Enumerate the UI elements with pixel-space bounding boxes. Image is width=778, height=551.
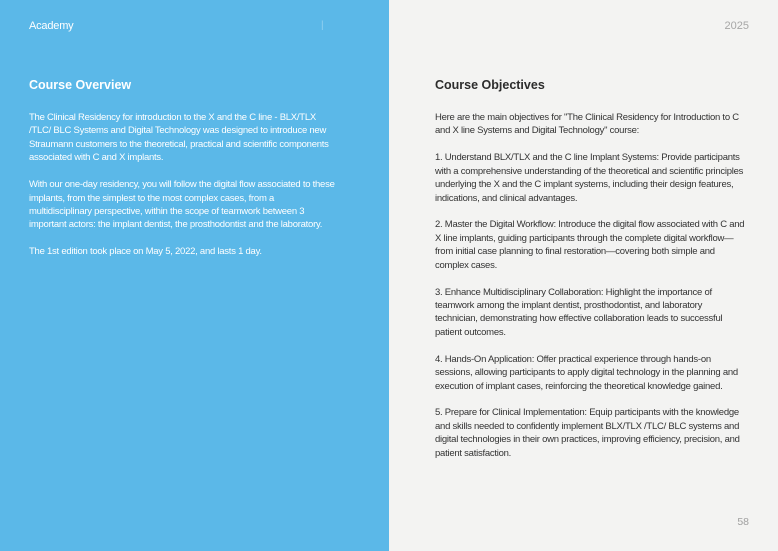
objective-item-1: 1. Understand BLX/TLX and the C line Implant Systems: Provide participants with a comprehensive understanding of the theoretical and scientific principles underlying the X and the C implant systems, including their design features, indications, and clinical advantages.: [435, 152, 744, 204]
objectives-intro: Here are the main objectives for "The Clinical Residency for Introduction to C and X line Systems and Digital Technology" course:: [435, 112, 739, 137]
course-overview-title: Course Overview: [29, 78, 132, 92]
page-number: 58: [737, 516, 749, 528]
header-academy-label: Academy: [29, 20, 74, 32]
overview-paragraph-2: With our one-day residency, you will follow the digital flow associated to these implants, from the simplest to the most complex cases, from a multidisciplinary perspective, within the scope of teamwork between 3 important actors: the implant dentist, the prosthodontist and the laboratory.: [29, 179, 335, 231]
course-overview-section: [29, 77, 337, 272]
overview-paragraph-1: The Clinical Residency for introduction to the X and the C line - BLX/TLX /TLC/ BLC Systems and Digital Technology was designed to introduce new Straumann customers to the theoretical, practical and scientific components associated with C and X implants.: [29, 112, 329, 164]
header-year: 2025: [724, 20, 749, 32]
objective-item-4: 4. Hands-On Application: Offer practical experience through hands-on sessions, allowing participants to apply digital technology in the planning and execution of implant cases, reinforcing the theoretical knowledge gained.: [435, 353, 738, 392]
objective-item-3: 3. Enhance Multidisciplinary Collaboration: Highlight the importance of teamwork among the implant dentist, prosthodontist, and laboratory technician, demonstrating how effective collaboration leads to successful patient outcomes.: [435, 286, 723, 338]
course-objectives-title: Course Objectives: [435, 78, 545, 92]
overview-paragraph-3: The 1st edition took place on May 5, 2022, and lasts 1 day.: [29, 246, 262, 258]
right-page: [389, 0, 778, 551]
objective-item-5: 5. Prepare for Clinical Implementation: Equip participants with the knowledge and skills needed to confidently implement BLX/TLX /TLC/ BLC systems and digital technologies in their own practices, improving efficiency, precision, and patient satisfaction.: [435, 407, 740, 459]
course-objectives-section: [435, 77, 747, 474]
objective-item-2: 2. Master the Digital Workflow: Introduce the digital flow associated with C and X line implants, guiding participants through the complete digital workflow—from initial case planning to final restoration—covering both simple and complex cases.: [435, 219, 745, 271]
header-divider-mark: |: [321, 20, 324, 31]
